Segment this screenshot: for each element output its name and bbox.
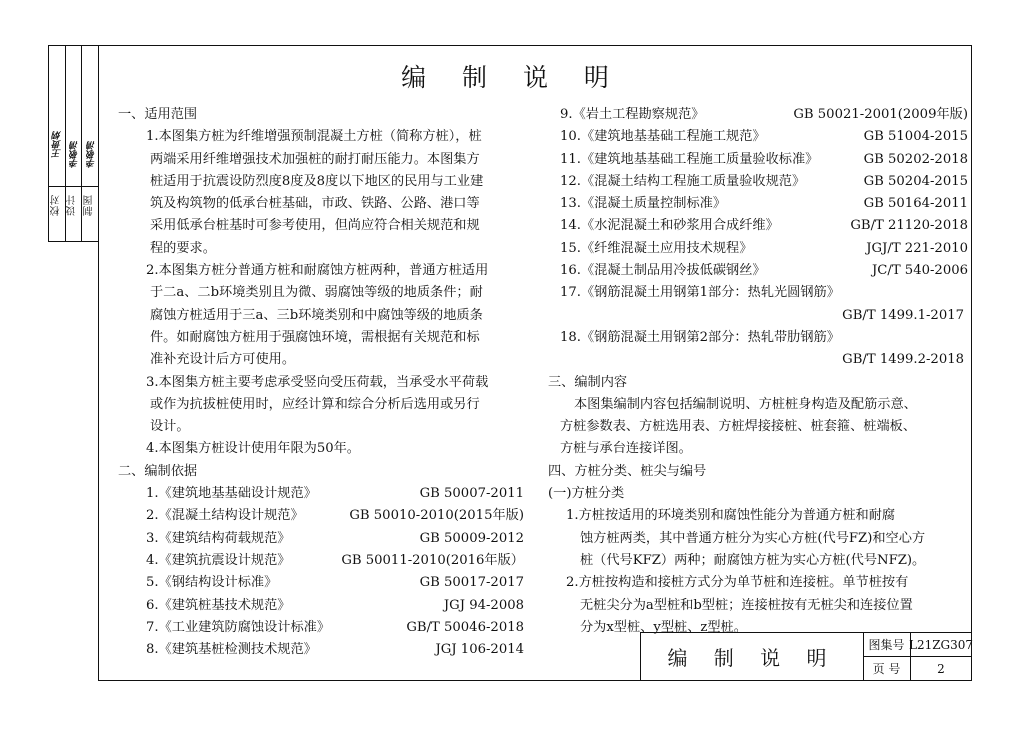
subsection-heading: (一)方桩分类 [548,486,625,502]
text-line: 2.本图集方桩分普通方桩和耐腐蚀方桩两种，普通方桩适用 [146,263,489,279]
reference-standard: GB 50202-2018 [863,151,968,167]
reference-name: 3.《建筑结构荷载规范》 [146,530,291,546]
reference-item [548,149,968,171]
reference-standard: GB 50011-2010(2016年版） [341,552,524,568]
reference-item [118,505,528,527]
right-column [548,104,968,639]
section-heading: 四、方桩分类、桩尖与编号 [548,463,707,479]
reference-standard: GB 50021-2001(2009年版) [793,107,968,122]
reference-name: 13.《混凝土质量控制标准》 [560,196,727,212]
reference-name: 7.《工业建筑防腐蚀设计标准》 [146,619,331,635]
reference-item [548,126,968,148]
reference-name: 15.《纤维混凝土应用技术规程》 [560,240,753,256]
reference-standard: GB/T 1499.2-2018 [842,352,964,368]
reference-item [548,104,968,126]
text-line: 分为x型桩、y型桩、z型桩。 [580,619,747,635]
text-line: 4.本图集方桩设计使用年限为50年。 [146,441,360,457]
reference-item [548,238,968,260]
reference-name: 4.《建筑抗震设计规范》 [146,552,291,568]
text-line: 本图集编制内容包括编制说明、方桩桩身构造及配筋示意、 [574,396,917,412]
reference-name: 1.《建筑地基基础设计规范》 [146,486,317,502]
reference-standard: JGJ 106-2014 [435,642,524,658]
reference-name: 8.《建筑基桩检测技术规范》 [146,642,317,658]
text-line: 方桩与承台连接详图。 [560,441,692,457]
text-line: 设计。 [150,419,190,435]
reference-standard: GB 50009-2012 [419,530,524,546]
reference-name: 5.《钢结构设计标准》 [146,575,278,591]
reference-name: 10.《建筑地基基础工程施工规范》 [560,129,766,145]
reference-item [118,572,528,594]
atlas-number-label: 图集号 [863,633,911,657]
text-line: 无桩尖分为a型桩和b型桩；连接桩按有无桩尖和连接位置 [580,597,913,613]
text-line: 腐蚀方桩适用于三a、三b环境类别和中腐蚀等级的地质条 [150,307,483,323]
text-line: 两端采用纤维增强技术加强桩的耐打耐压能力。本图集方 [150,151,480,167]
text-line: 蚀方桩两类，其中普通方桩分为实心方桩(代号FZ)和空心方 [580,530,926,546]
reference-item [548,215,968,237]
reference-item [548,260,968,282]
reference-item [118,617,528,639]
text-line: 3.本图集方桩主要考虑承受竖向受压荷载，当承受水平荷载 [146,374,489,390]
text-line: 筑及构筑物的低承台桩基础，市政、铁路、公路、港口等 [150,196,480,212]
title-block-name: 编 制 说 明 [641,633,864,680]
label-design: 设计 [67,194,78,216]
reference-name: 11.《建筑地基基础工程施工质量验收标准》 [560,151,819,167]
text-line: 于二a、二b环境类别且为微、弱腐蚀等级的地质条件；耐 [150,285,483,301]
reference-standard: GB 50204-2015 [863,173,968,189]
reference-standard: GB 50010-2010(2015年版) [349,508,524,524]
section-heading: 二、编制依据 [118,463,198,479]
signature-design: 李敬清 [70,141,80,168]
reference-name: 16.《混凝土制品用冷拔低碳钢丝》 [560,263,766,279]
text-line: 桩适用于抗震设防烈度8度及8度以下地区的民用与工业建 [150,173,484,189]
text-line: 2.方桩按构造和接桩方式分为单节桩和连接桩。单节桩按有 [566,575,909,591]
reference-standard: GB/T 1499.1-2017 [842,307,964,323]
reference-name: 9.《岩土工程勘察规范》 [560,107,705,122]
text-line: 桩（代号KFZ）两种；耐腐蚀方桩为实心方桩(代号NFZ)。 [580,552,926,568]
text-line: 或作为抗拔桩使用时，应经计算和综合分析后选用或另行 [150,396,480,412]
page-title: 编 制 说 明 [401,63,623,92]
title-block [640,632,972,681]
label-drawing: 制图 [84,194,95,216]
reference-standard: GB 50007-2011 [419,486,524,502]
signature-proofread: 王贵炳 [53,131,63,158]
reference-standard: GB 50164-2011 [863,196,968,212]
reference-item [118,483,528,505]
reference-name: 6.《建筑桩基技术规范》 [146,597,291,613]
signature-drawing: 李敬清 [87,141,97,168]
reference-standard: JGJ/T 221-2010 [866,240,968,256]
reference-name: 14.《水泥混凝土和砂浆用合成纤维》 [560,218,779,234]
text-line: 件。如耐腐蚀方桩用于强腐蚀环境，需根据有关规范和标 [150,329,480,345]
section-heading: 三、编制内容 [548,374,628,390]
reference-standard: GB 51004-2015 [863,129,968,145]
reference-item [548,171,968,193]
label-proofread: 校对 [51,194,62,216]
reference-name: 17.《钢筋混凝土用钢第1部分：热轧光圆钢筋》 [560,285,840,301]
reference-name: 2.《混凝土结构设计规范》 [146,508,304,524]
left-column [118,104,528,661]
atlas-number: L21ZG307 [911,633,971,657]
page-number-label: 页 号 [863,657,911,680]
text-line: 准补充设计后方可使用。 [150,352,296,368]
text-line: 1.本图集方桩为纤维增强预制混凝土方桩（简称方桩），桩 [146,129,482,145]
reference-item [118,639,528,661]
text-line: 采用低承台桩基时可参考使用，但尚应符合相关规范和规 [150,218,480,234]
section-heading: 一、适用范围 [118,107,198,122]
reference-standard: GB/T 50046-2018 [406,619,524,635]
reference-name: 18.《钢筋混凝土用钢第2部分：热轧带肋钢筋》 [560,329,840,345]
reference-item [118,595,528,617]
text-line: 1.方桩按适用的环境类别和腐蚀性能分为普通方桩和耐腐 [566,508,896,524]
reference-standard: JC/T 540-2006 [872,263,968,279]
reference-standard: GB 50017-2017 [419,575,524,591]
reference-name: 12.《混凝土结构工程施工质量验收规范》 [560,173,806,189]
reference-standard: JGJ 94-2008 [443,597,524,613]
reference-item [118,528,528,550]
text-line: 程的要求。 [150,240,216,256]
reference-standard: GB/T 21120-2018 [850,218,968,234]
text-line: 方桩参数表、方桩选用表、方桩焊接接桩、桩套箍、桩端板、 [560,419,917,435]
reference-item [118,550,528,572]
page-number: 2 [937,661,945,676]
reference-item [548,193,968,215]
